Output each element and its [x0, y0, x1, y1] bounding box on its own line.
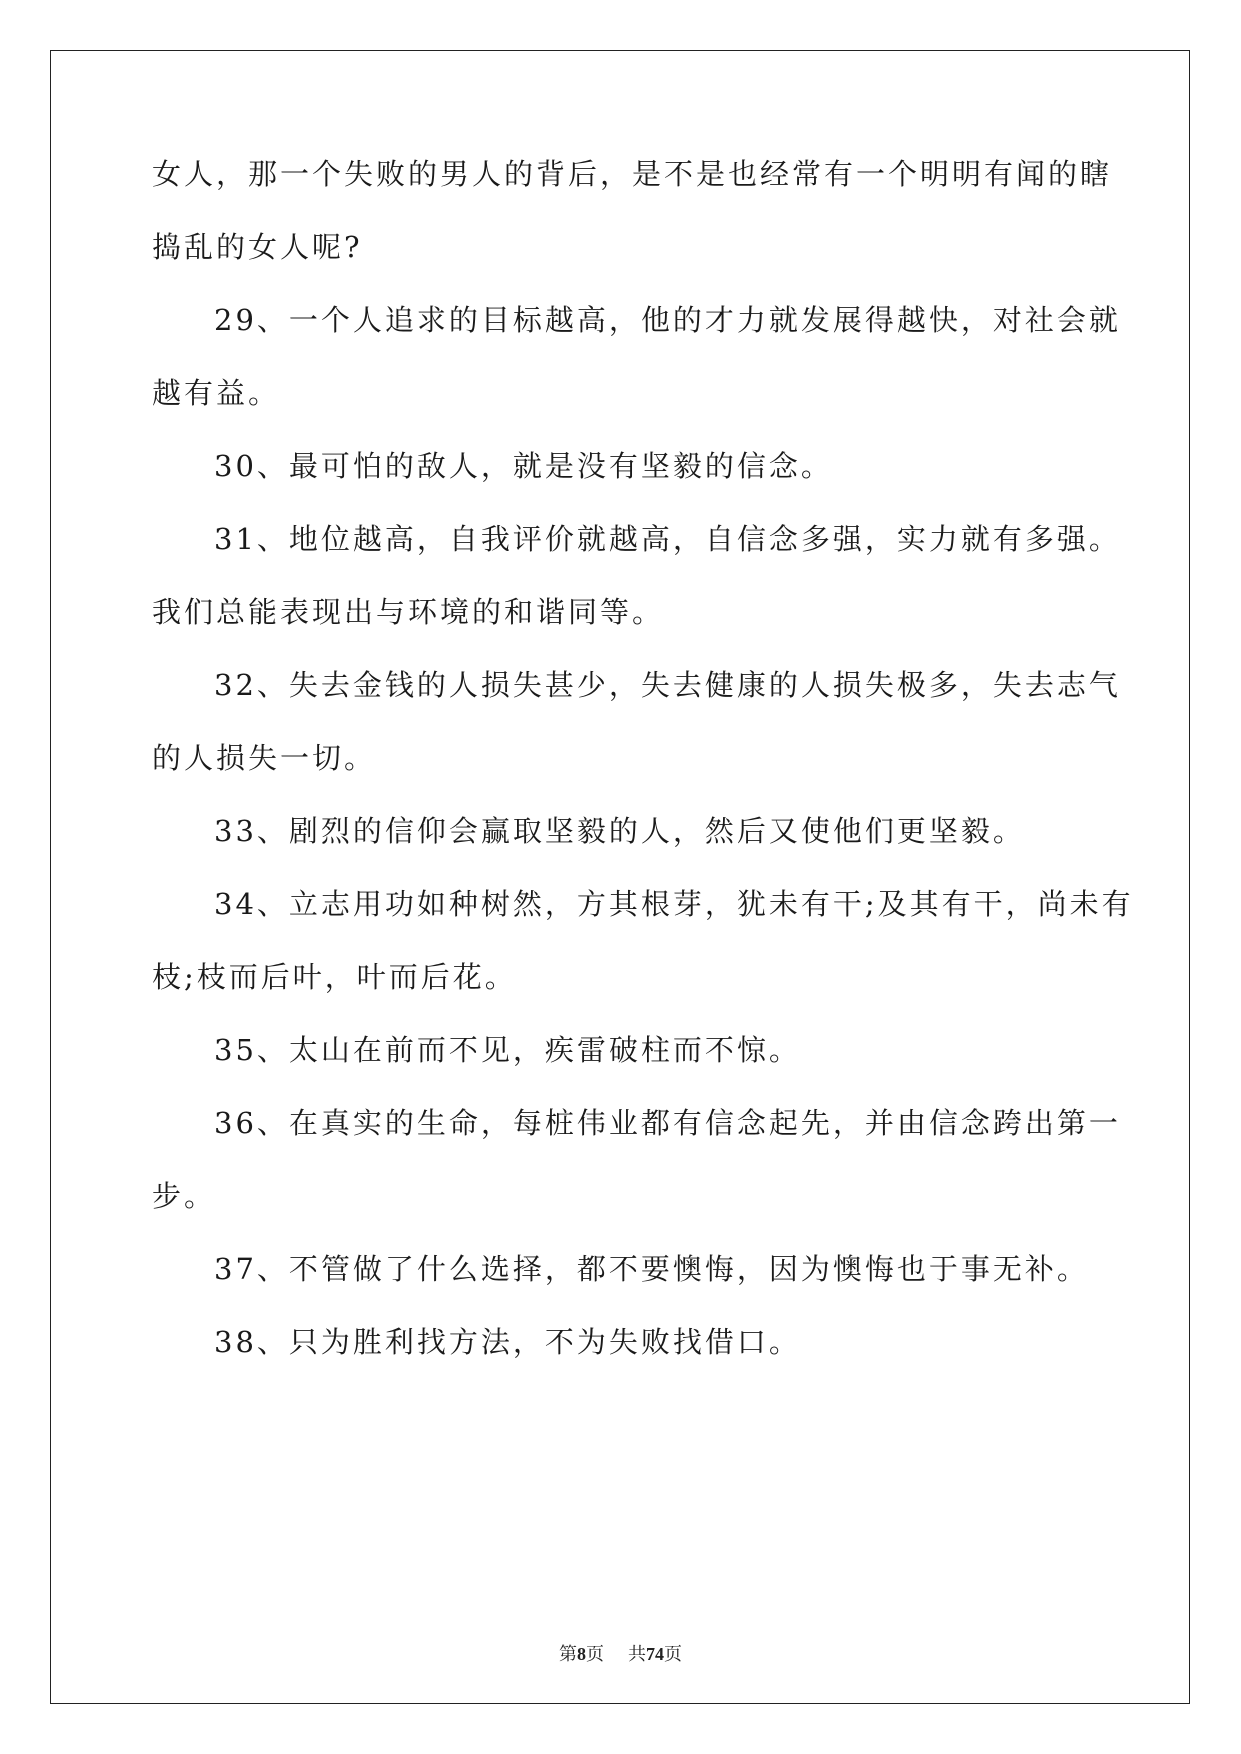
- quote-34: 34、立志用功如种树然，方其根芽，犹未有干;及其有干，尚未有: [214, 887, 1134, 921]
- page-number: 8: [577, 1644, 586, 1664]
- text-line: 捣乱的女人呢?: [152, 230, 363, 264]
- page-footer: [0, 1640, 1241, 1666]
- quote-38: 38、只为胜利找方法，不为失败找借口。: [214, 1325, 801, 1359]
- quote-31: 31、地位越高，自我评价就越高，自信念多强，实力就有多强。: [214, 522, 1121, 556]
- text-line: 步。: [152, 1179, 217, 1213]
- quote-37: 37、不管做了什么选择，都不要懊悔，因为懊悔也于事无补。: [214, 1252, 1089, 1286]
- text-line: 的人损失一切。: [152, 741, 377, 775]
- text-line: 枝;枝而后叶，叶而后花。: [152, 960, 517, 994]
- page-prefix: 第: [559, 1644, 577, 1664]
- total-suffix: 页: [664, 1644, 682, 1664]
- page-suffix: 页: [586, 1644, 604, 1664]
- total-prefix: 共: [628, 1644, 646, 1664]
- quote-35: 35、太山在前而不见，疾雷破柱而不惊。: [214, 1033, 801, 1067]
- quote-30: 30、最可怕的敌人，就是没有坚毅的信念。: [214, 449, 833, 483]
- text-line: 越有益。: [152, 376, 281, 410]
- quote-32: 32、失去金钱的人损失甚少，失去健康的人损失极多，失去志气: [214, 668, 1121, 702]
- quote-29: 29、一个人追求的目标越高，他的才力就发展得越快，对社会就: [214, 303, 1121, 337]
- text-line: 我们总能表现出与环境的和谐同等。: [152, 595, 665, 629]
- quote-33: 33、剧烈的信仰会赢取坚毅的人，然后又使他们更坚毅。: [214, 814, 1025, 848]
- text-line: 女人，那一个失败的男人的背后，是不是也经常有一个明明有闻的瞎: [152, 157, 1113, 191]
- total-pages: 74: [646, 1644, 664, 1664]
- page-border: [50, 50, 1190, 1704]
- quote-36: 36、在真实的生命，每桩伟业都有信念起先，并由信念跨出第一: [214, 1106, 1121, 1140]
